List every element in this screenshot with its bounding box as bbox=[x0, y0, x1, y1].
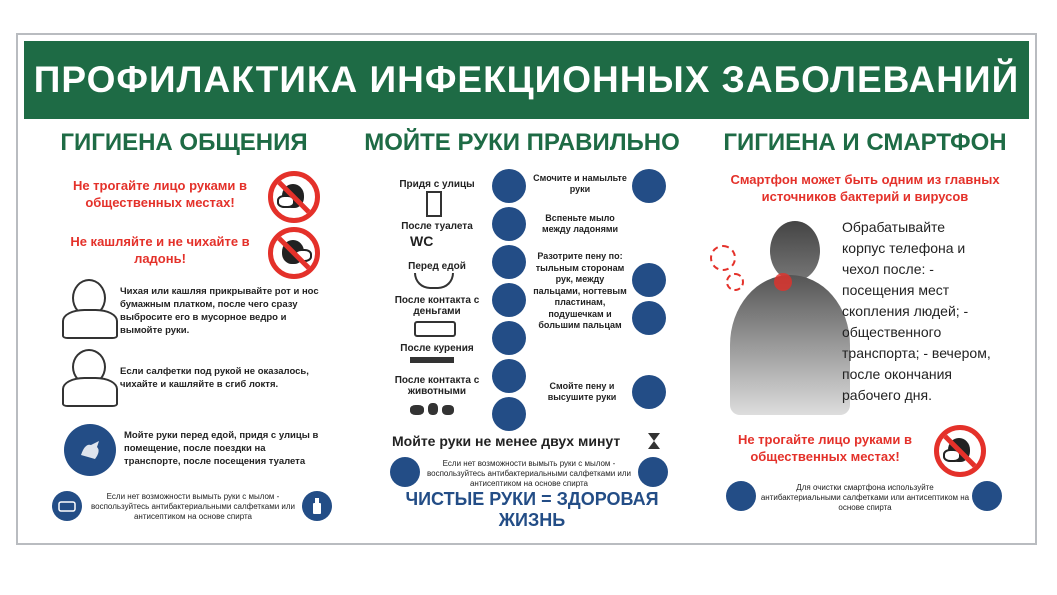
slogan bbox=[382, 489, 682, 531]
step-rinse-icon bbox=[492, 397, 526, 431]
warning-face-touch: Не трогайте лицо руками в общественных местах! bbox=[72, 178, 248, 210]
heading-communication: ГИГИЕНА ОБЩЕНИЯ bbox=[60, 129, 308, 156]
title-bar bbox=[24, 41, 1029, 119]
smartphone-instructions: Обрабатывайте корпус телефона и чехол после: - посещения мест скопления людей; - общественного транспорта; - вечером, после окончания рабочего дня. bbox=[842, 219, 991, 403]
warning-face-touch-2: Не трогайте лицо руками в общественных местах! bbox=[737, 432, 913, 464]
when-from-street: Придя с улицы bbox=[399, 179, 475, 190]
wipes-icon-3 bbox=[726, 481, 756, 511]
when-after-animals: После контакта с животными bbox=[394, 375, 480, 397]
wipes-icon-2 bbox=[390, 457, 420, 487]
tip-cover-mouth: Чихая или кашляя прикрывайте рот и нос бумажным платком, после чего сразу выбросите его в мусорное ведро и вымойте руки. bbox=[120, 286, 319, 336]
step-3-text: Разотрите пену по: тыльным сторонам рук, между пальцами, ногтевым пластинам, подушечкам и большим пальцам bbox=[533, 251, 627, 330]
step-rub-nails-icon bbox=[492, 321, 526, 355]
wipes-icon bbox=[52, 491, 82, 521]
tip-antiseptic: Если нет возможности вымыть руки с мылом - воспользуйтесь антибактериальными салфетками или антисептиком на основе спирта bbox=[90, 492, 295, 521]
step-rub-thumbs-icon bbox=[492, 359, 526, 393]
when-after-smoking: После курения bbox=[400, 343, 474, 354]
food-icon bbox=[414, 273, 454, 289]
column-communication-hygiene bbox=[24, 119, 344, 539]
hourglass-icon bbox=[648, 433, 660, 441]
step-1-text: Смочите и намыльте руки bbox=[533, 173, 627, 194]
slogan-text: ЧИСТЫЕ РУКИ = ЗДОРОВАЯ ЖИЗНЬ bbox=[405, 489, 659, 530]
antiseptic-note: Если нет возможности вымыть руки с мылом - воспользуйтесь антибактериальными салфетками или антисептиком на основе спирта bbox=[426, 459, 631, 488]
smartphone-cleaning-note: Для очистки смартфона используйте антибактериальными салфетками или антисептиком на основе спирта bbox=[760, 483, 970, 512]
door-icon bbox=[426, 191, 442, 217]
wc-label: WC bbox=[410, 233, 434, 249]
heading-smartphone: ГИГИЕНА И СМАРТФОН bbox=[723, 129, 1007, 156]
no-face-touch-icon bbox=[268, 171, 320, 223]
sanitizer-icon-2 bbox=[638, 457, 668, 487]
sanitizer-icon-3 bbox=[972, 481, 1002, 511]
no-face-touch-icon-2 bbox=[934, 425, 986, 477]
warning-no-cough-palm: Не кашляйте и не чихайте в ладонь! bbox=[70, 234, 250, 266]
step-rub-back-icon bbox=[492, 245, 526, 279]
toilet-icon bbox=[410, 233, 433, 249]
sneeze-elbow-icon bbox=[62, 349, 116, 405]
duration-text bbox=[392, 433, 662, 449]
poster-title: ПРОФИЛАКТИКА ИНФЕКЦИОННЫХ ЗАБОЛЕВАНИЙ bbox=[33, 59, 1020, 100]
when-after-money: После контакта с деньгами bbox=[394, 295, 480, 317]
step-2-text: Вспеньте мыло между ладонями bbox=[541, 213, 619, 234]
money-icon bbox=[414, 321, 456, 337]
step-4-text: Смойте пену и высушите руки bbox=[547, 381, 617, 402]
cough-tissue-icon bbox=[62, 279, 116, 337]
sanitizer-icon bbox=[302, 491, 332, 521]
step-palms-icon bbox=[632, 263, 666, 297]
warning-smartphone-source: Смартфон может быть одним из главных источников бактерий и вирусов bbox=[730, 172, 1000, 204]
duration-label: Мойте руки не менее двух минут bbox=[392, 433, 621, 449]
step-soap-icon bbox=[632, 169, 666, 203]
no-cough-palm-icon bbox=[268, 227, 320, 279]
animals-icon bbox=[410, 401, 454, 415]
tip-wash-when: Мойте руки перед едой, придя с улицы в помещение, после поездки на транспорте, после посещения туалета bbox=[124, 430, 319, 467]
column-smartphone-hygiene bbox=[700, 119, 1030, 539]
tip-sneeze-elbow: Если салфетки под рукой не оказалось, чихайте и кашляйте в сгиб локтя. bbox=[120, 366, 309, 390]
column-wash-hands bbox=[352, 119, 692, 539]
step-lather-icon bbox=[492, 207, 526, 241]
step-rub-fingers-icon bbox=[492, 283, 526, 317]
person-silhouette bbox=[710, 215, 860, 415]
cigarette-icon bbox=[410, 357, 454, 363]
step-wet-hands-icon bbox=[492, 169, 526, 203]
hand-wash-icon bbox=[64, 424, 116, 476]
when-after-toilet: После туалета bbox=[401, 221, 473, 232]
step-palms-2-icon bbox=[632, 301, 666, 335]
step-dry-icon bbox=[632, 375, 666, 409]
hourglass-icon-bottom bbox=[648, 441, 660, 449]
when-before-meal: Перед едой bbox=[408, 261, 466, 272]
heading-wash-hands: МОЙТЕ РУКИ ПРАВИЛЬНО bbox=[364, 129, 680, 156]
